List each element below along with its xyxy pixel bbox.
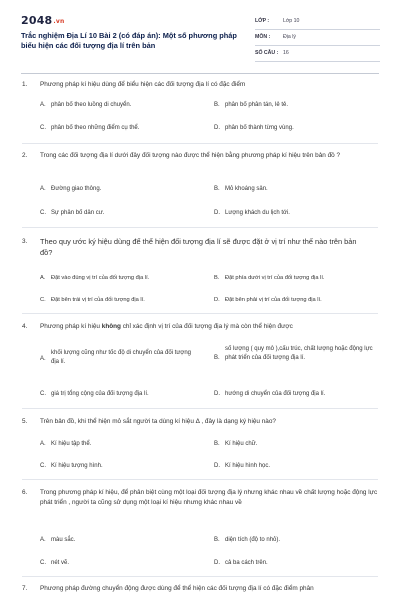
- question-separator: [22, 408, 378, 409]
- meta-row-count: SỐ CÂU : 16: [255, 46, 380, 62]
- question-separator: [22, 227, 378, 228]
- question-7: 7. Phương pháp đường chuyển động được dùng để thể hiện các đối tượng địa lí có đặc điểm phân: [22, 585, 314, 592]
- header-divider: [21, 73, 379, 74]
- site-logo[interactable]: 2048.vn: [21, 14, 65, 27]
- question-separator: [22, 479, 378, 480]
- meta-row-class: LỚP : Lớp 10: [255, 14, 380, 30]
- document-header: [0, 0, 400, 70]
- document-title: Trắc nghiệm Địa Lí 10 Bài 2 (có đáp án): Một số phương pháp biểu hiện các đối tượng địa lí trên bản: [21, 31, 237, 50]
- meta-row-subject: MÔN : Địa lý: [255, 30, 380, 46]
- question-separator: [22, 313, 378, 314]
- question-separator: [22, 143, 378, 144]
- meta-table: [255, 14, 380, 62]
- question-separator: [22, 576, 378, 577]
